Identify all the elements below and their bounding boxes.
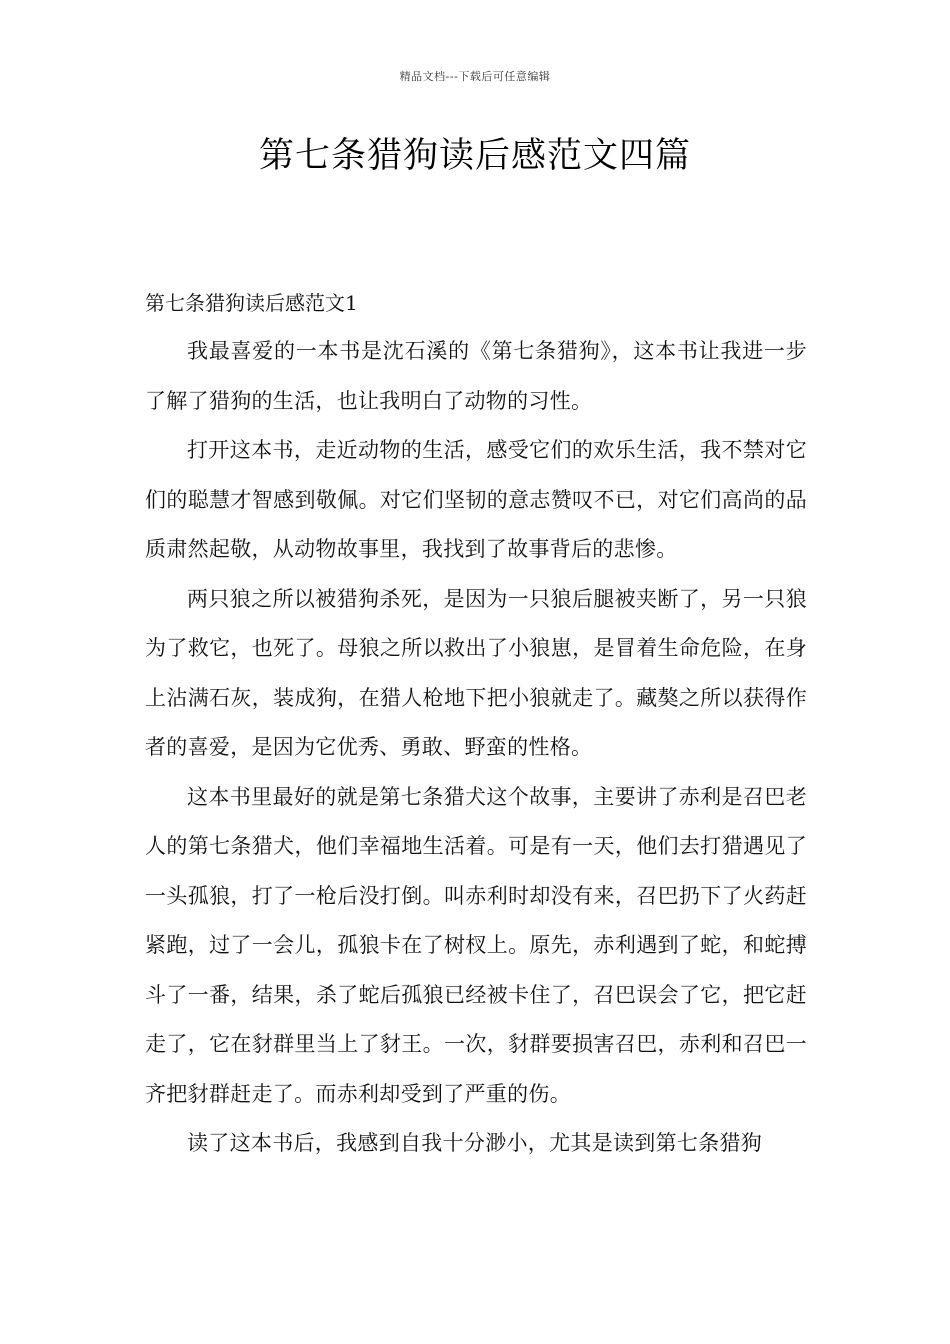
paragraph: 打开这本书，走近动物的生活，感受它们的欢乐生活，我不禁对它们的聪慧才智感到敬佩。对它们坚韧的意志赞叹不已，对它们高尚的品质肃然起敬，从动物故事里，我找到了故事背后的悲惨。 <box>145 438 807 561</box>
paragraph: 我最喜爱的一本书是沈石溪的《第七条猎狗》，这本书让我进一步了解了猎狗的生活，也让我明白了动物的习性。 <box>145 339 807 413</box>
page-title: 第七条猎狗读后感范文四篇 <box>258 136 691 176</box>
paragraph: 两只狼之所以被猎狗杀死，是因为一只狼后腿被夹断了，另一只狼为了救它，也死了。母狼之所以救出了小狼崽，是冒着生命危险，在身上沾满石灰，装成狗，在猎人枪地下把小狼就走了。藏獒之所以获得作者的喜爱，是因为它优秀、勇敢、野蛮的性格。 <box>145 586 807 759</box>
header-note: 精品文档---下载后可任意编辑 <box>399 70 551 83</box>
body-text <box>145 327 807 1169</box>
section-heading: 第七条猎狗读后感范文1 <box>145 291 358 315</box>
paragraph: 这本书里最好的就是第七条猎犬这个故事，主要讲了赤利是召巴老人的第七条猎犬，他们幸福地生活着。可是有一天，他们去打猎遇见了一头孤狼，打了一枪后没打倒。叫赤利时却没有来，召巴扔下了火药赶紧跑，过了一会儿，孤狼卡在了树杈上。原先，赤利遇到了蛇，和蛇搏斗了一番，结果，杀了蛇后孤狼已经被卡住了，召巴误会了它，把它赶走了，它在豺群里当上了豺王。一次，豺群要损害召巴，赤利和召巴一齐把豺群赶走了。而赤利却受到了严重的伤。 <box>145 784 807 1106</box>
paragraph: 读了这本书后，我感到自我十分渺小，尤其是读到第七条猎狗 <box>187 1131 763 1155</box>
